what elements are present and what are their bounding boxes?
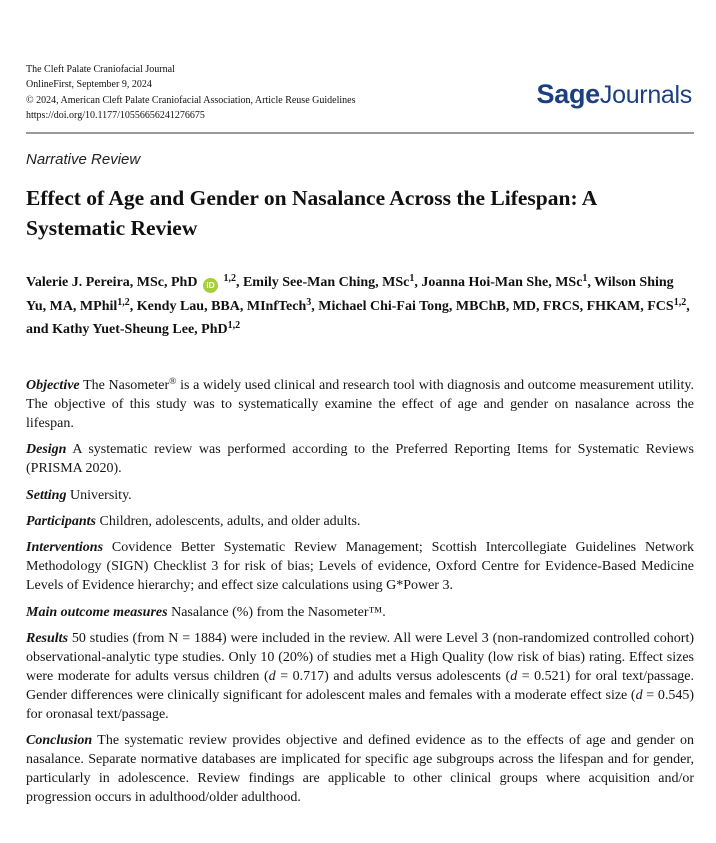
journal-meta [26,62,355,123]
section-text: The Nasometer [79,378,170,393]
section-label: Objective [26,378,80,393]
author-name[interactable]: Emily See-Man Ching, MSc [242,275,410,290]
article-type: Narrative Review [26,151,141,168]
author-separator: , [235,275,243,290]
section-text: = 0.521) for oral text/passage. Gender differences were clinically significant for adolescent males and females with a moderate effect size ( [26,668,694,703]
author-affiliation: 1,2 [117,296,130,308]
section-text: Covidence Better Systematic Review Management; Scottish Intercollegiate Guidelines Network Methodology (SIGN) Checklist 3 for risk of bias; Levels of evidence, Oxford Centre for Evidence-Based Medicine Levels of Evidence hierarchy; and effect size calculations using G*Power 3. [26,540,694,594]
section-label: Conclusion [26,733,93,748]
author-affiliation: 1,2 [673,296,687,308]
author-name[interactable]: Kendy Lau, BBA, MInfTech [136,298,307,314]
abstract-design [26,441,694,479]
effect-size-symbol: d [268,668,276,684]
section-text: A systematic review was performed according to the Preferred Reporting Items for Systematic Reviews (PRISMA 2020). [26,442,694,477]
brand-journals: Journals [599,81,692,109]
journal-header [26,62,694,124]
online-date: OnlineFirst, September 9, 2024 [26,79,152,91]
article-title: Effect of Age and Gender on Nasalance Across the Lifespan: A Systematic Review [26,186,597,240]
abstract-setting [26,487,694,506]
author-name[interactable]: Wilson Shing Yu, MA, MPhil [26,275,674,314]
doi-link[interactable]: https://doi.org/10.1177/10556656241276675 [26,109,205,121]
abstract-participants [26,513,694,532]
abstract-results [26,630,694,725]
copyright-line [26,93,355,108]
section-text: The systematic review provides objective and defined evidence as to the effects of age and gender on nasalance. Separate normative databases are implicated for specific age subgroups across the lifespan and for gender, particularly in adolescence. Review findings are applicable to other clinical groups where acquisition and/or progression occurs in adulthood/older adulthood. [26,733,694,805]
author-separator: , and [26,298,690,337]
registered-mark: ® [169,377,177,387]
section-label: Results [26,630,69,646]
orcid-icon[interactable]: iD [203,278,218,293]
author-list [26,271,694,342]
header-divider [26,132,694,134]
abstract [26,377,694,815]
section-text: is a widely used clinical and research tool with diagnosis and outcome measurement utility. The objective of this study was to systematically examine the effect of age and gender on nasalance across the lifespan. [26,378,695,431]
author-affiliation: 1,2 [227,320,241,331]
section-label: Interventions [26,540,104,556]
author-affiliation: 1 [409,273,415,284]
section-label: Participants [26,513,97,529]
author-name[interactable]: Joanna Hoi-Man She, MSc [421,275,583,290]
author-affiliation: 1 [582,273,588,284]
section-text: = 0.717) and adults versus adolescents ( [275,668,511,684]
journal-name: The Cleft Palate Craniofacial Journal [26,64,175,75]
section-text: 50 studies (from N = 1884) were included in the review. All were Level 3 (non-randomized controlled cohort) observational-analytic type studies. Only 10 (20%) of studies met a High Quality (low risk of bias) rating. Effect sizes were moderate for adults versus children ( [26,630,694,684]
section-text: Nasalance (%) from the Nasometer™. [167,604,386,620]
effect-size-symbol: d [635,687,643,703]
author-affiliation: 3 [306,296,312,308]
abstract-conclusion [26,732,694,808]
author-separator: , [311,298,319,314]
abstract-interventions [26,539,694,596]
section-label: Setting [26,487,67,503]
section-label: Design [26,442,67,458]
section-text: University. [66,487,132,503]
abstract-main-outcome [26,604,694,623]
abstract-objective [26,377,694,434]
author-separator: , [414,275,422,290]
copyright-text: © 2024, American Cleft Palate Craniofacial Association, Article Reuse Guidelines [26,94,356,106]
article-page [26,0,694,843]
section-label: Main outcome measures [26,604,168,620]
section-text: = 0.545) for oronasal text/passage. [26,687,694,722]
section-text: Children, adolescents, adults, and older adults. [96,513,361,529]
author-name[interactable]: Valerie J. Pereira, MSc, PhD [26,275,198,290]
author-name[interactable]: Michael Chi-Fai Tong, MBChB, MD, FRCS, FHKAM, FCS [318,298,674,314]
brand-sage: Sage [536,79,600,109]
author-affiliation: 1,2 [223,273,236,284]
effect-size-symbol: d [510,668,518,684]
sage-journals-logo[interactable] [537,79,692,110]
author-separator: , [129,298,137,314]
author-separator: , [587,275,595,290]
author-name[interactable]: Kathy Yuet-Sheung Lee, PhD [52,322,228,337]
